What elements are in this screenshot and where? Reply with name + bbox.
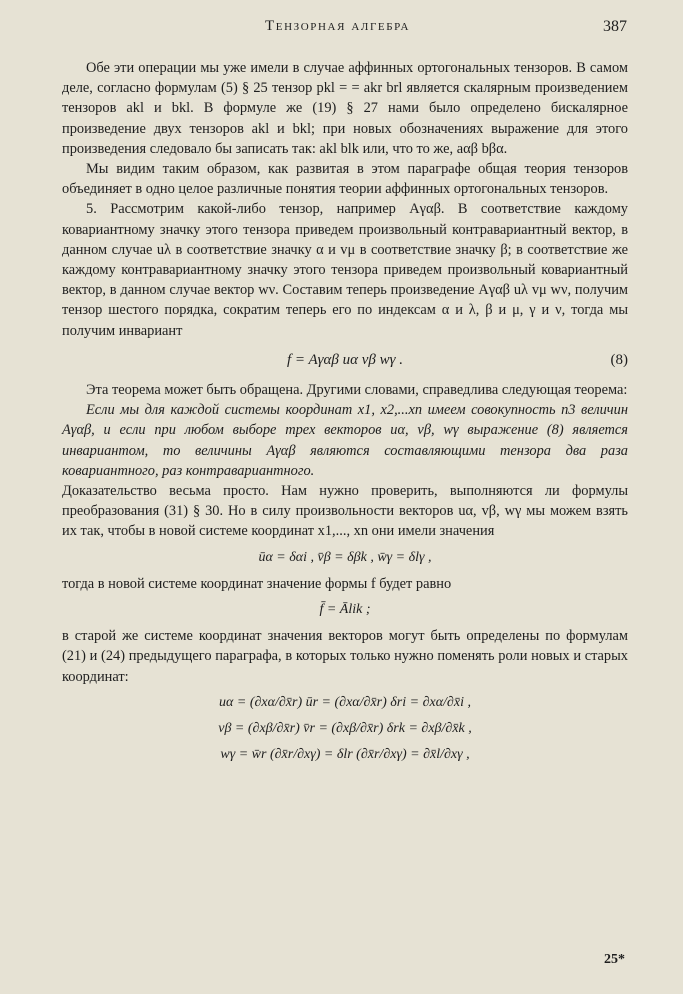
v-transform-formula: vβ = (∂xβ/∂x̄r) v̄r = (∂xβ/∂x̄r) δrk = ∂xβ/∂x̄k , — [218, 721, 472, 737]
equation-8-body: f = Aγαβ uα vβ wγ . — [286, 351, 404, 368]
signature-mark: 25* — [604, 952, 625, 967]
paragraph-proof: Доказательство весьма просто. Нам нужно проверить, выполняются ли формулы преобразования (31) § 30. Но в силу произвольности векторов uα, vβ, wγ мы можем взять их так, чтобы в новой системе координат x1,..., xn они имели значения — [62, 483, 628, 540]
equation-8 — [62, 350, 628, 370]
page-number: 387 — [603, 18, 627, 35]
paragraph-affine-operations: Обе эти операции мы уже имели в случае аффинных ортогональных тензоров. В самом деле, согласно формулам (5) § 25 тензор pkl = = akr brl является скалярным произведением тензоров akl и bkl. В формуле же (19) § 27 нами было определено бискалярное произведение двух тензоров akl и bkl; при новых обозначениях выражение для этого произведения следовало бы записать так: akl blk или, что то же, aαβ bβα. — [62, 60, 628, 157]
w-transform-formula: wγ = w̄r (∂x̄r/∂xγ) = δlr (∂x̄r/∂xγ) = ∂x̄l/∂xγ , — [220, 747, 470, 763]
page-header — [60, 14, 627, 44]
paragraph-theorem-intro: Эта теорема может быть обращена. Другими словами, справедлива следующая теорема: — [86, 382, 628, 399]
new-vector-values: ūα = δαi , v̄β = δβk , w̄γ = δlγ , — [258, 549, 432, 565]
paragraph-general-theory: Мы видим таким образом, как развитая в этом параграфе общая теория тензоров объединяет в одно целое различные понятия теории аффинных ортогональных тензоров. — [62, 161, 628, 198]
f-value-formula: f̄ = Ālik ; — [319, 602, 371, 618]
paragraph-form-value: тогда в новой системе координат значение формы f будет равно — [62, 575, 452, 592]
equation-8-number: (8) — [610, 351, 628, 368]
theorem-statement: Если мы для каждой системы координат x1, x2,...xn имеем совокупность n3 величин Aγαβ, и если при любом выборе трех векторов uα, vβ, wγ выражение (8) является инвариантом, то величины Aγαβ являются составляющими тензора два раза ковариантного, раз контравариантного. — [62, 402, 628, 479]
paragraph-old-system: в старой же системе координат значения векторов могут быть определены по формулам (21) и (24) предыдущего параграфа, в которых только нужно поменять роли новых и старых координат: — [62, 628, 628, 685]
paragraph-section-5: 5. Рассмотрим какой-либо тензор, например Aγαβ. В соответствие каждому ковариантному значку этого тензора приведем произвольный контравариантный вектор, в данном случае uλ в соответствие значку α и vμ в соответствие значку β; в соответствие же каждому контравариантному значку этого тензора приведем произвольный ковариантный вектор, в данном случае вектор wν. Составим теперь произведение Aγαβ uλ vμ wν, получим тензор шестого порядка, сократим теперь его по индексам α и λ, β и μ, γ и ν, тогда мы получим инвариант — [62, 201, 628, 339]
running-title: Тензорная алгебра — [265, 18, 411, 34]
page-body — [62, 58, 628, 772]
u-transform-formula: uα = (∂xα/∂x̄r) ūr = (∂xα/∂x̄r) δri = ∂xα/∂x̄i , — [219, 694, 471, 710]
